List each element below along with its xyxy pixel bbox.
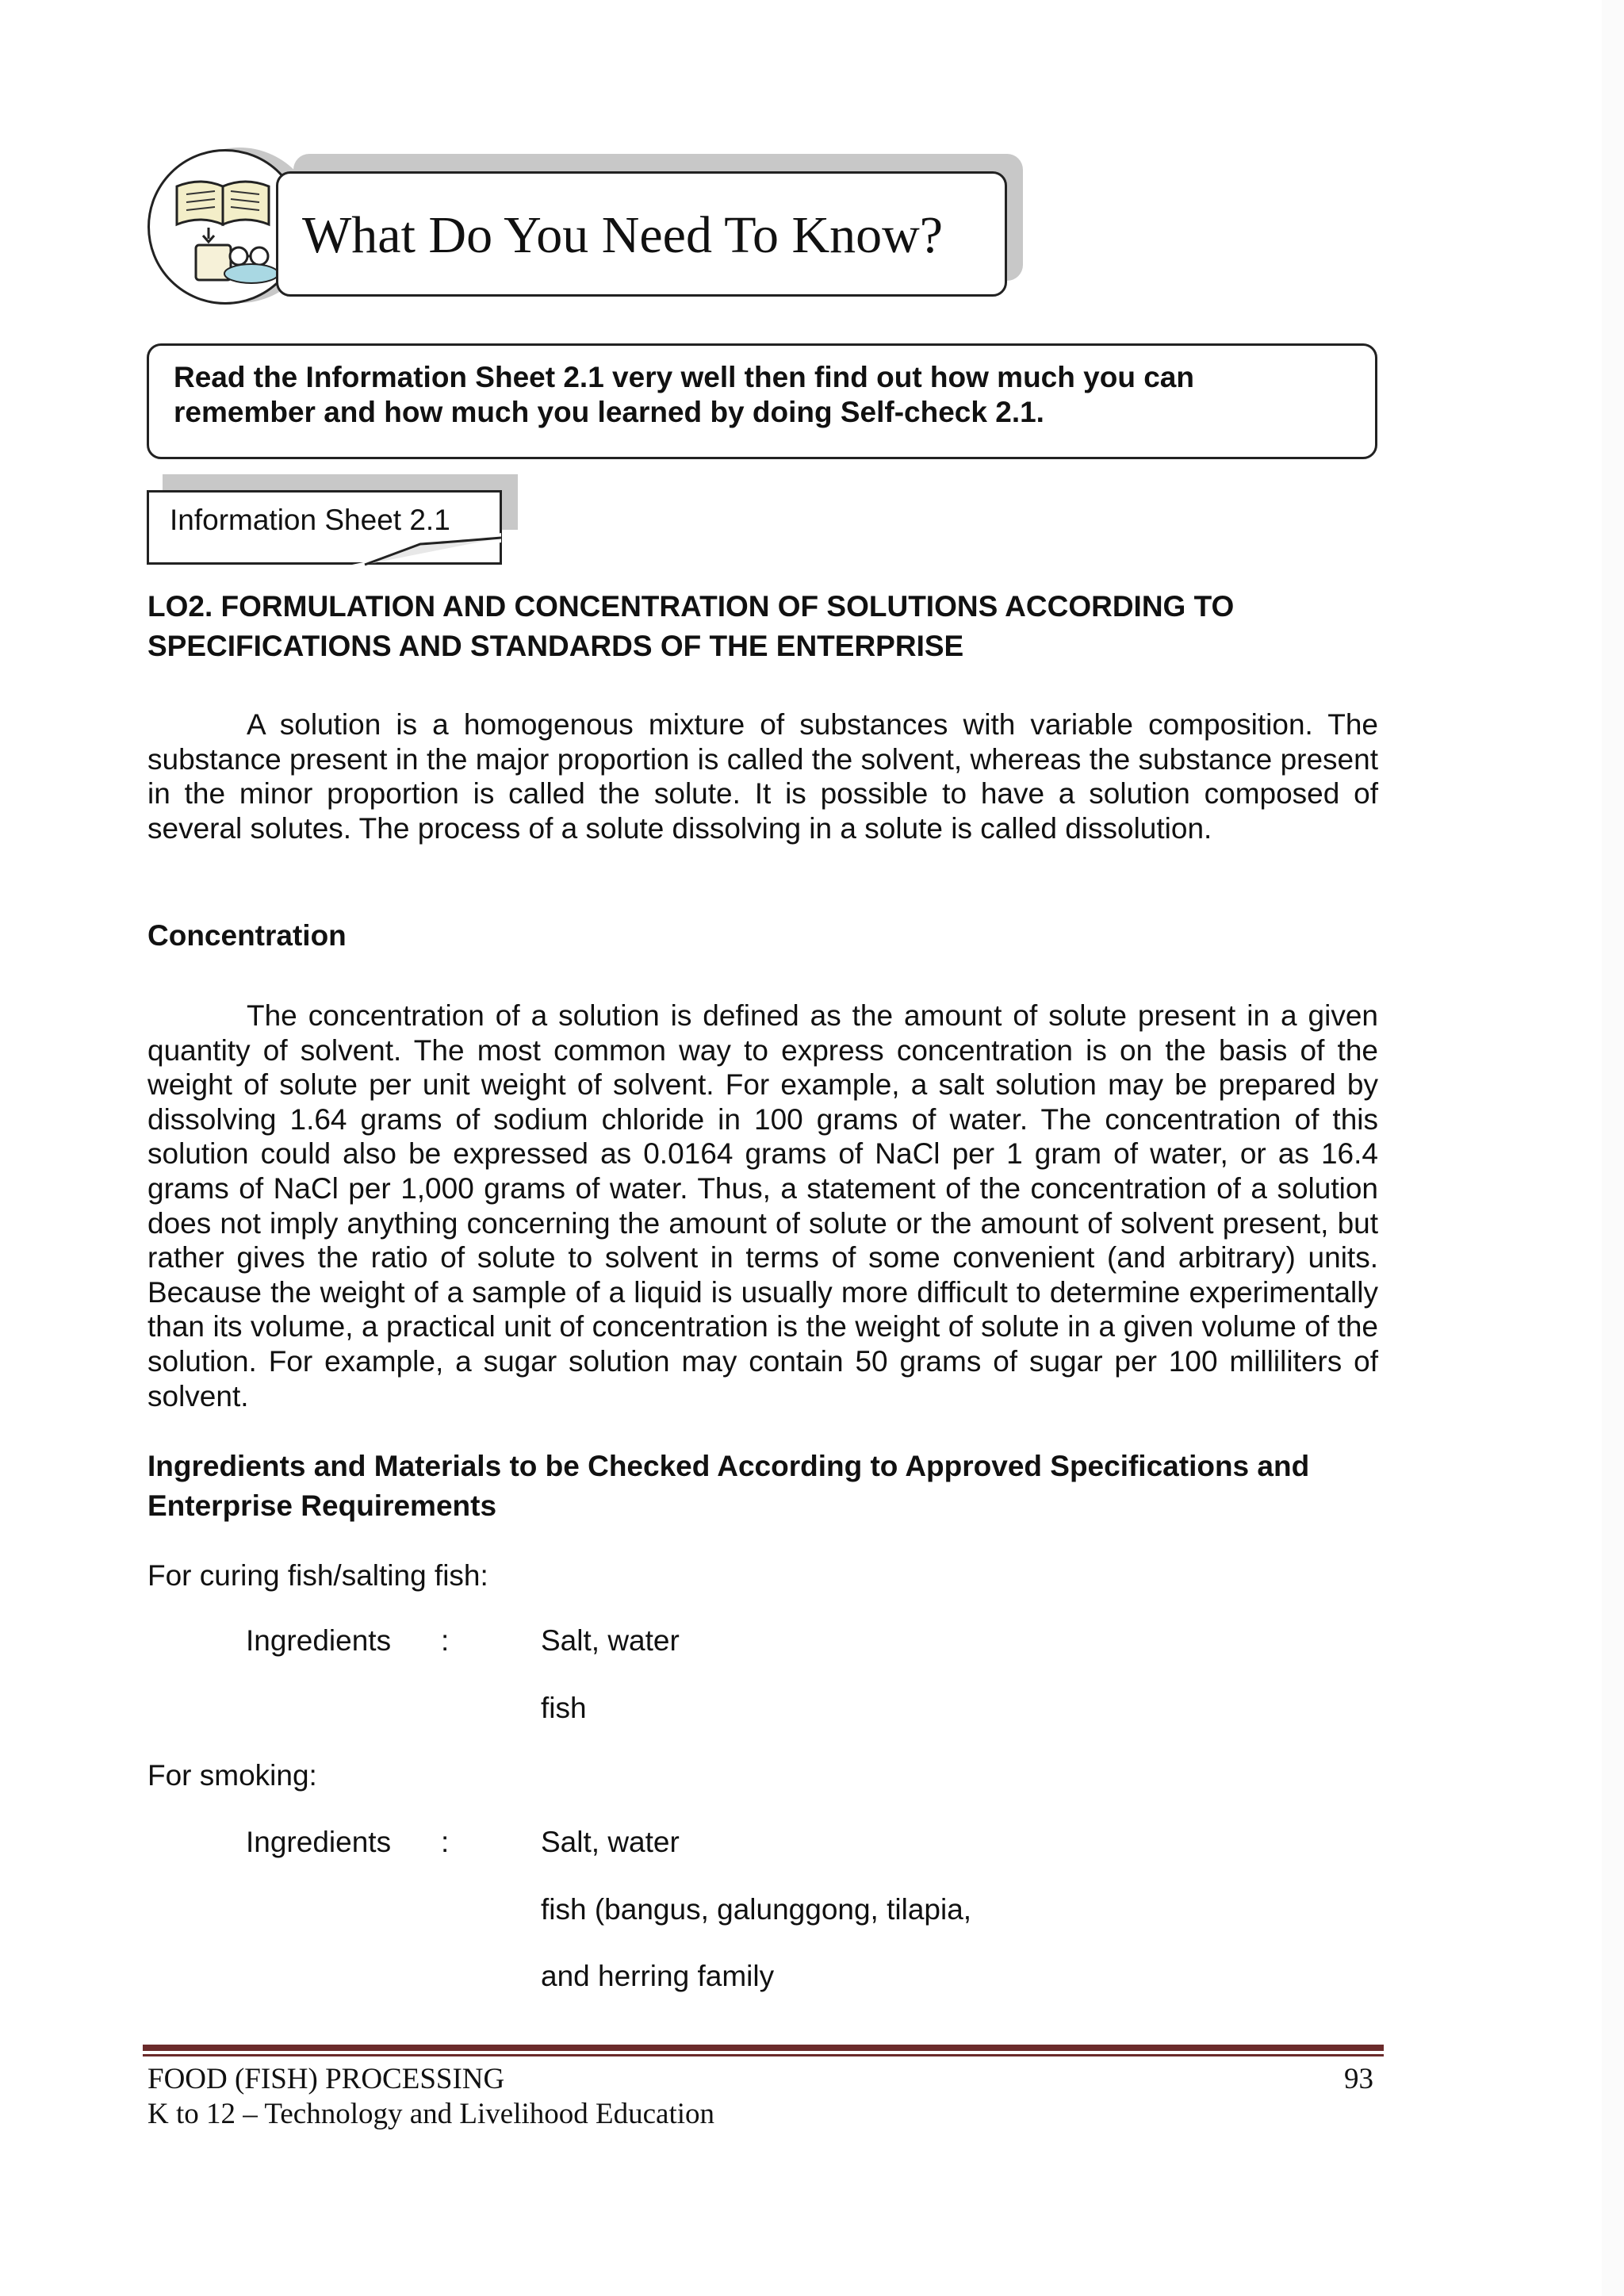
- footer-course-title: FOOD (FISH) PROCESSING: [147, 2063, 505, 2095]
- footer-program: K to 12 – Technology and Livelihood Education: [147, 2098, 715, 2130]
- smoking-colon: :: [441, 1826, 450, 1858]
- page-edge: [1602, 0, 1624, 2296]
- page-title: What Do You Need To Know?: [302, 206, 944, 264]
- smoking-ingredients-label: Ingredients: [246, 1826, 392, 1858]
- curing-ingredient-item: fish: [541, 1692, 587, 1724]
- info-sheet-label: Information Sheet 2.1: [170, 504, 450, 536]
- smoking-intro: For smoking:: [147, 1759, 317, 1792]
- solution-paragraph: A solution is a homogenous mixture of substances with variable composition. The substance present in the major proportion is called the solvent, whereas the substance present in the minor proportion is called the solute. It is possible to have a solution composed of several solutes. The process of a solute dissolving in a solute is called dissolution.: [147, 708, 1378, 845]
- curing-colon: :: [441, 1624, 450, 1657]
- concentration-paragraph: The concentration of a solution is defined as the amount of solute present in a given quantity of solvent. The most common way to express concentration is on the basis of the weight of solute per unit weight of solvent. For example, a salt solution may be prepared by dissolving 1.64 grams of sodium chloride in 100 grams of water. The concentration of this solution could also be expressed as 0.0164 grams of NaCl per 1 gram of water, or as 16.4 grams of NaCl per 1,000 grams of water. Thus, a statement of the concentration of a solution does not imply anything concerning the amount of solute or the amount of solvent present, but rather gives the ratio of solute to solvent in terms of some convenient (and arbitrary) units. Because the weight of a sample of a liquid is usually more difficult to determine experimentally than its volume, a practical unit of concentration is the weight of solute in a given volume of the solution. For example, a sugar solution may contain 50 grams of sugar per 100 milliliters of solvent.: [147, 999, 1378, 1412]
- reader-with-book-icon: [161, 163, 289, 291]
- concentration-heading: Concentration: [147, 919, 347, 952]
- ingredients-heading: Ingredients and Materials to be Checked According to Approved Specifications and Enterprise Requirements: [147, 1450, 1310, 1522]
- page-number: 93: [1344, 2063, 1373, 2095]
- smoking-ingredient-item: and herring family: [541, 1960, 775, 1992]
- smoking-ingredient-item: fish (bangus, galunggong, tilapia,: [541, 1893, 972, 1926]
- lo-heading: LO2. FORMULATION AND CONCENTRATION OF SOLUTIONS ACCORDING TO SPECIFICATIONS AND STANDARDS OF THE ENTERPRISE: [147, 590, 1235, 662]
- footer-rule-thin: [143, 2054, 1384, 2056]
- smoking-ingredient-item: Salt, water: [541, 1826, 680, 1858]
- instruction-box: [147, 343, 1377, 459]
- page-curl-icon: [349, 531, 508, 568]
- curing-intro: For curing fish/salting fish:: [147, 1559, 488, 1592]
- curing-ingredients-label: Ingredients: [246, 1624, 392, 1657]
- footer-rule: [143, 2045, 1384, 2051]
- curing-ingredient-item: Salt, water: [541, 1624, 680, 1657]
- title-box: [276, 171, 1007, 297]
- instruction-text: Read the Information Sheet 2.1 very well then find out how much you can remember and how much you learned by doing Self-check 2.1.: [174, 361, 1194, 428]
